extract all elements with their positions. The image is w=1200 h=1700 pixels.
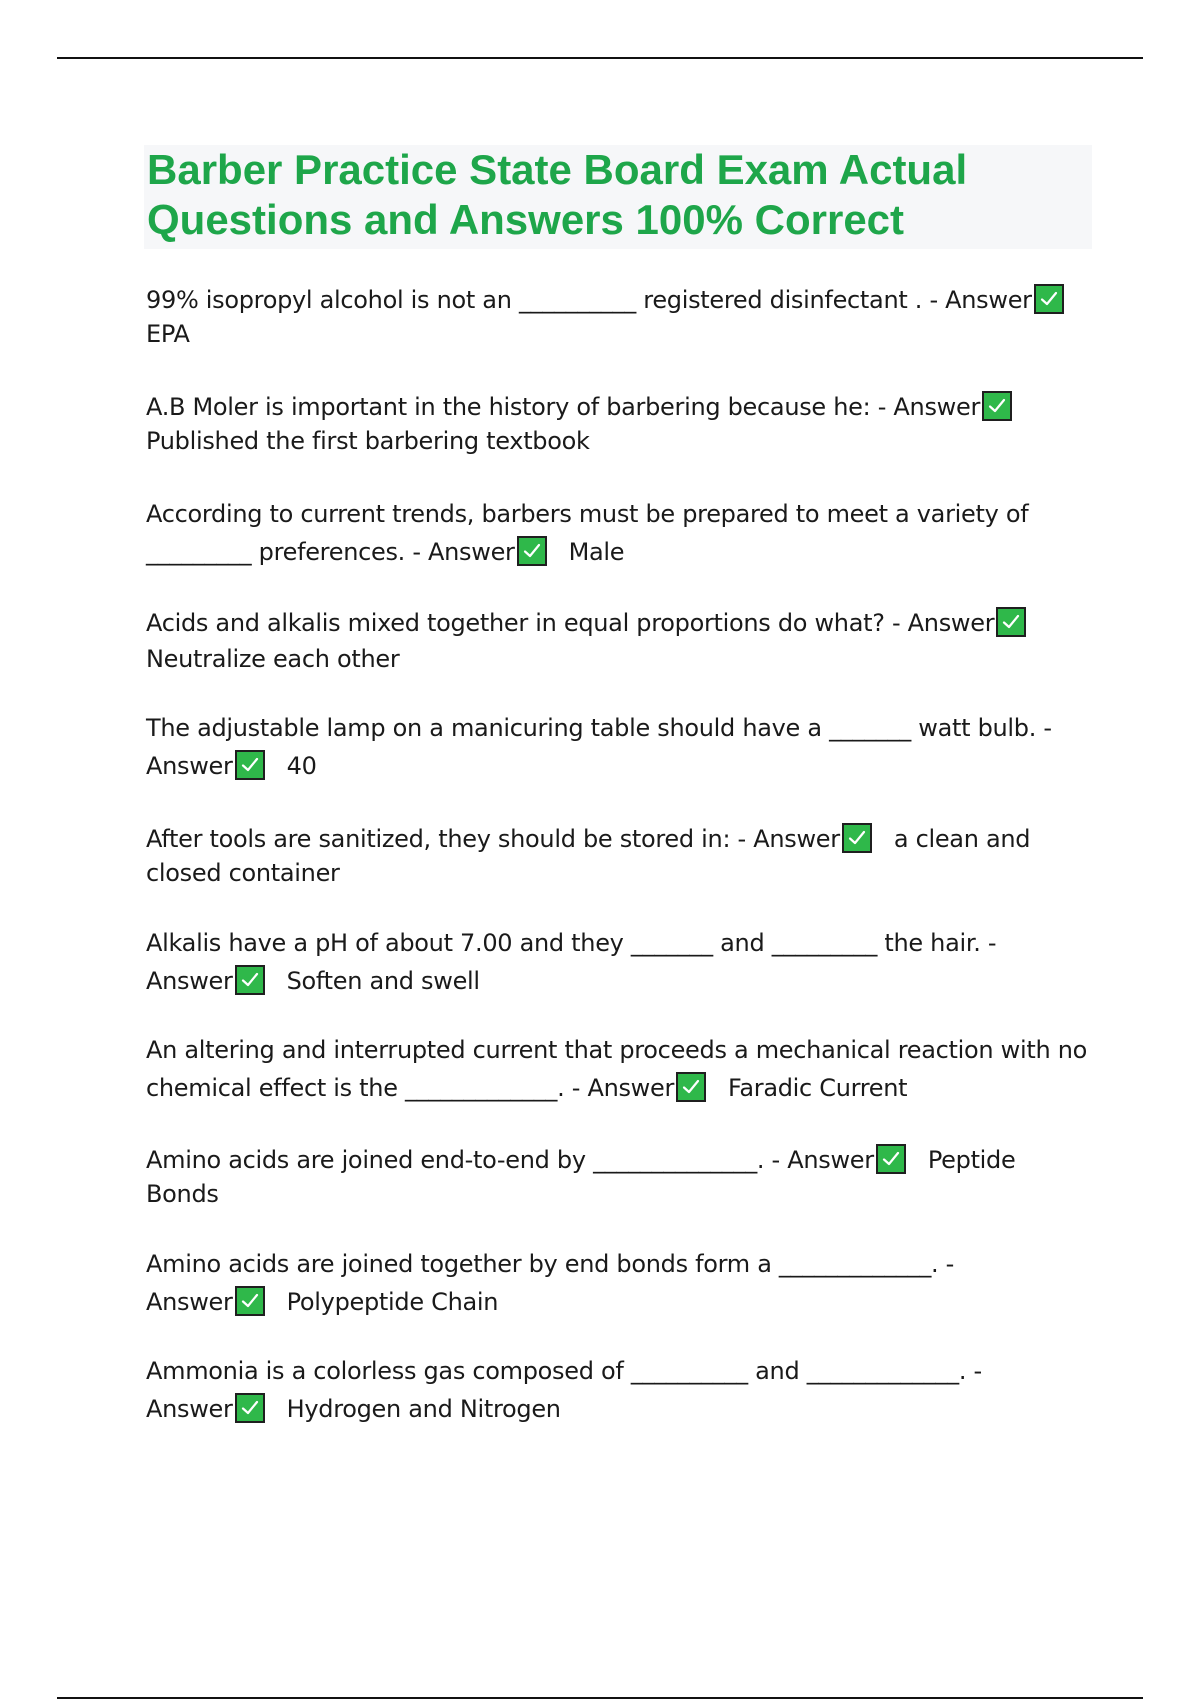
- question-text: The adjustable lamp on a manicuring table should have a _______ watt bulb. -: [146, 714, 1052, 742]
- top-divider: [57, 57, 1143, 59]
- answer-text: a clean and: [893, 825, 1031, 853]
- answer-text: EPA: [146, 320, 190, 348]
- qa-item: [146, 390, 1076, 458]
- green-check-box-icon: [517, 536, 547, 566]
- question-line: [146, 747, 1076, 785]
- green-check-box-icon: [876, 1144, 906, 1174]
- green-check-box-icon: [996, 607, 1026, 637]
- question-text: According to current trends, barbers must be prepared to meet a variety of: [146, 500, 1029, 528]
- green-check-box-icon: [235, 750, 265, 780]
- qa-item: [146, 495, 1076, 571]
- green-check-box-icon: [1034, 284, 1064, 314]
- question-line: [146, 1069, 1076, 1107]
- qa-item: [146, 283, 1076, 351]
- answer-text: Published the first barbering textbook: [146, 427, 590, 455]
- answer-text: closed container: [146, 859, 340, 887]
- title-block: [144, 145, 1092, 249]
- answer-text: Polypeptide Chain: [286, 1288, 499, 1316]
- answer-text: Peptide: [927, 1146, 1016, 1174]
- qa-item: [146, 1143, 1076, 1211]
- question-text: Answer: [146, 1288, 233, 1316]
- answer-text: Bonds: [146, 1180, 219, 1208]
- question-line: [146, 1143, 1076, 1177]
- green-check-box-icon: [235, 965, 265, 995]
- question-text: _________ preferences. - Answer: [146, 538, 515, 566]
- question-text: Answer: [146, 1395, 233, 1423]
- green-check-box-icon: [676, 1072, 706, 1102]
- qa-item: [146, 822, 1076, 890]
- question-text: Amino acids are joined together by end bonds form a _____________. -: [146, 1250, 955, 1278]
- question-text: A.B Moler is important in the history of barbering because he: - Answer: [146, 393, 981, 421]
- question-text: Answer: [146, 967, 233, 995]
- document-title-line-1: Barber Practice State Board Exam Actual: [147, 146, 968, 193]
- qa-item: [146, 1031, 1088, 1107]
- question-text: After tools are sanitized, they should be stored in: - Answer: [146, 825, 840, 853]
- answer-text: Hydrogen and Nitrogen: [286, 1395, 561, 1423]
- question-text: Acids and alkalis mixed together in equal proportions do what? - Answer: [146, 609, 995, 637]
- question-line: [146, 605, 1076, 641]
- green-check-box-icon: [842, 823, 872, 853]
- answer-text: Neutralize each other: [146, 645, 400, 673]
- question-text: An altering and interrupted current that proceeds a mechanical reaction with no: [146, 1036, 1088, 1064]
- green-check-box-icon: [235, 1393, 265, 1423]
- question-text: Amino acids are joined end-to-end by ______________. - Answer: [146, 1146, 874, 1174]
- question-line: [146, 390, 1076, 424]
- green-check-box-icon: [235, 1286, 265, 1316]
- question-line: [146, 283, 1076, 317]
- question-line: [146, 1283, 1076, 1321]
- question-line: [146, 822, 1076, 856]
- question-text: chemical effect is the _____________. - Answer: [146, 1074, 675, 1102]
- question-text: 99% isopropyl alcohol is not an __________ registered disinfectant . - Answer: [146, 286, 1032, 314]
- answer-text: Soften and swell: [286, 967, 480, 995]
- question-text: Ammonia is a colorless gas composed of __________ and _____________. -: [146, 1357, 982, 1385]
- question-text: Answer: [146, 752, 233, 780]
- question-line: [146, 1390, 1076, 1428]
- answer-text: 40: [286, 752, 317, 780]
- question-text: Alkalis have a pH of about 7.00 and they _______ and _________ the hair. -: [146, 929, 997, 957]
- answer-text: Male: [568, 538, 625, 566]
- qa-item: [146, 605, 1076, 677]
- document-title-line-2: Questions and Answers 100% Correct: [147, 196, 905, 243]
- green-check-box-icon: [982, 391, 1012, 421]
- answer-text: Faradic Current: [728, 1074, 908, 1102]
- bottom-divider: [57, 1697, 1143, 1699]
- question-line: [146, 962, 1076, 1000]
- qa-item: [146, 1352, 1076, 1428]
- qa-item: [146, 924, 1076, 1000]
- qa-item: [146, 1245, 1076, 1321]
- question-line: [146, 533, 1076, 571]
- qa-item: [146, 709, 1076, 785]
